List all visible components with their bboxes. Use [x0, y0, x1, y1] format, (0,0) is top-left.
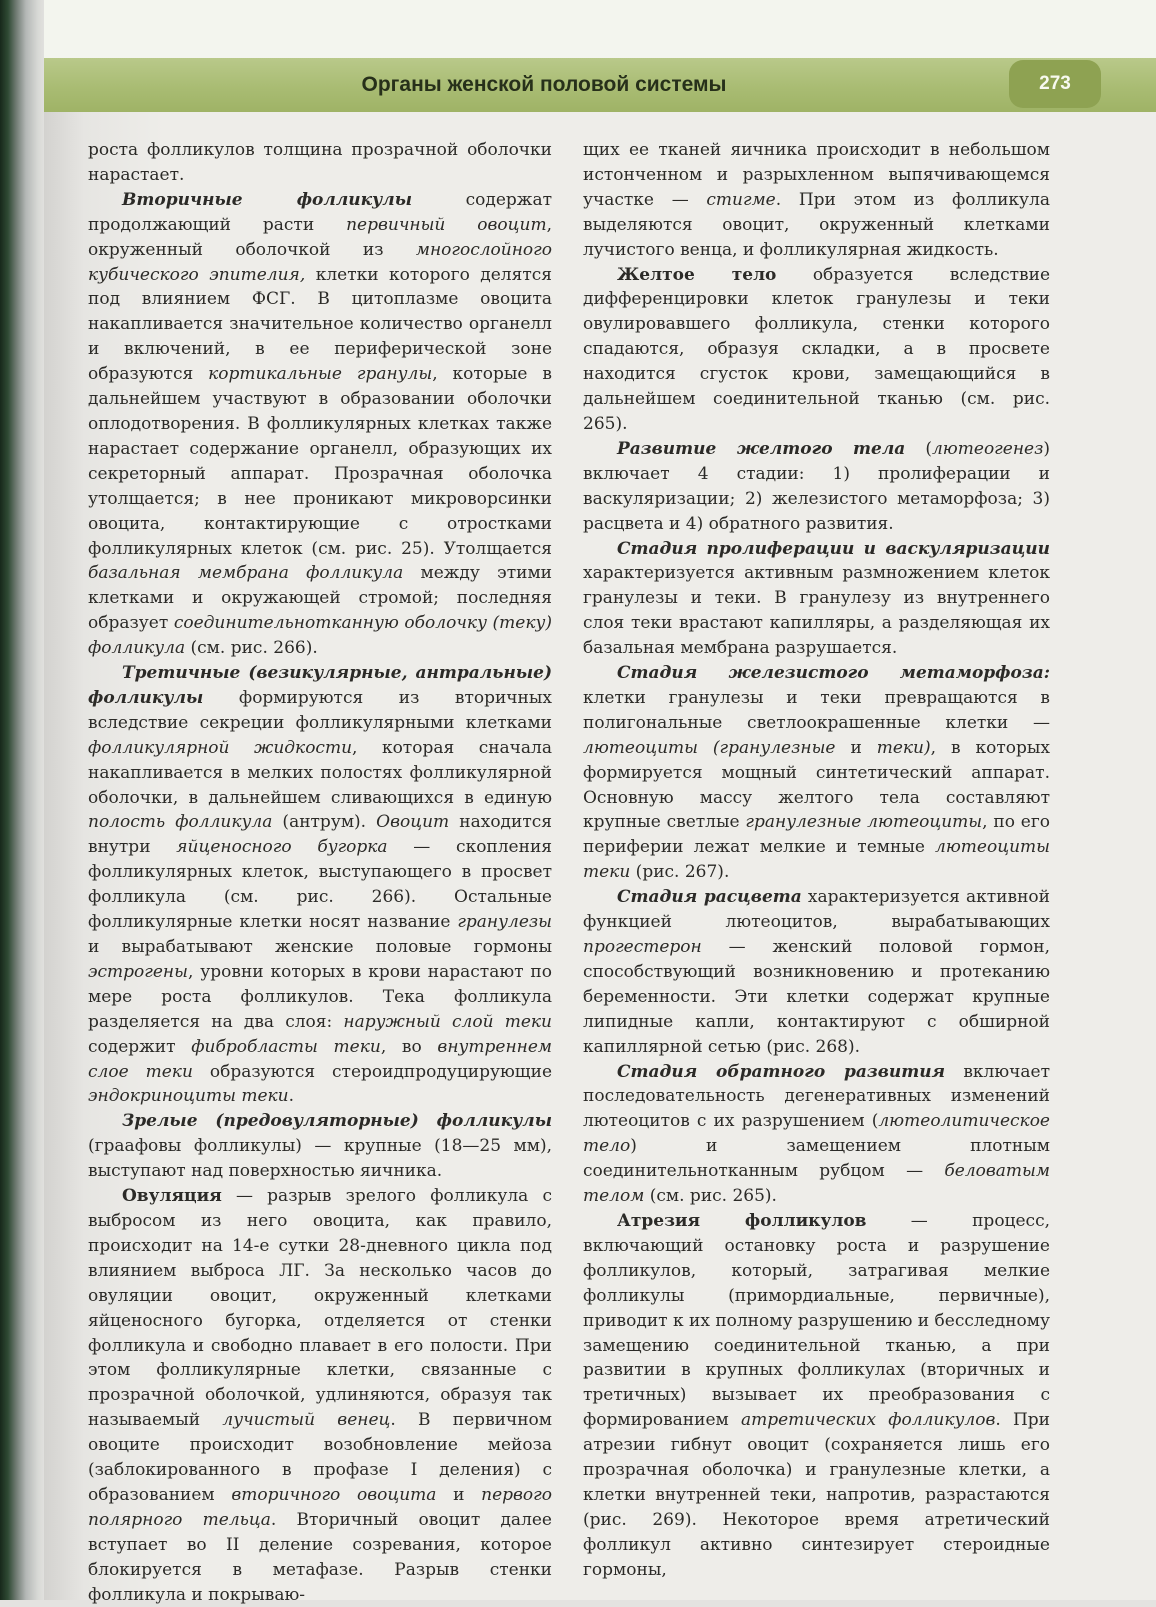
emphasis-term: Стадия обратного развития [617, 1061, 946, 1082]
text-run: . Вторичный овоцит далее вступает во II деление созревания, которое блокируется в метафазе. Разрыв стенки фолликула и покрываю- [88, 1509, 552, 1605]
paragraph [583, 138, 1050, 263]
text-run: образуются стероидпродуцирующие [192, 1061, 552, 1082]
text-run: и [835, 737, 877, 758]
italic-term: яйценосного бугорка [176, 837, 388, 858]
text-run: щих ее тканей яичника происходит в небольшом истонченном и разрыхленном выпячивающемся участке — [583, 140, 1050, 210]
text-run: ) включает 4 стадии: 1) пролиферации и васкуляризации; 2) железистого метаморфоза; 3) расцвета и 4) обратного развития. [583, 438, 1050, 534]
text-run: . При этом из фолликула выделяются овоцит, окруженный клетками лучистого венца, и фолликулярная жидкость. [583, 189, 1050, 260]
text-run: содержит [88, 1036, 192, 1057]
text-run: характеризуется активным размножением клеток гранулезы и теки. В гранулезу из внутреннего слоя теки врастают капилляры, а разделяющая их базальная мембрана разрушается. [583, 563, 1050, 659]
left-text-column [88, 138, 552, 1607]
italic-term: кортикальные гранулы [208, 364, 433, 385]
paragraph-regression-stage [583, 1060, 1050, 1209]
text-run: роста фолликулов толщина прозрачной оболочки нарастает. [88, 140, 552, 185]
text-run: клетки которого делятся под влиянием ФСГ. В цитоплазме овоцита накапливается значительное количество органелл и включений, в ее периферической зоне образуются [88, 264, 552, 385]
emphasis-term: Стадия расцвета [617, 887, 802, 908]
bold-italic-term [617, 887, 802, 907]
bold-term: Желтое тело [617, 264, 777, 285]
bold-italic-term [617, 663, 1050, 683]
text-run: ( [905, 438, 932, 459]
text-run: (антрум). [272, 812, 377, 833]
paragraph-mature-follicles [88, 1109, 552, 1184]
italic-term: атретических фолликулов [740, 1410, 996, 1431]
emphasis-term: Третичные (везикулярные, антральные) фолликулы [88, 663, 552, 708]
bold-italic-term [617, 439, 905, 459]
italic-term: теки) [876, 737, 931, 758]
italic-term: гранулезы [457, 912, 552, 933]
italic-term: вторичного овоцита [231, 1484, 437, 1505]
emphasis-term: Стадия пролиферации и васкуляризации [617, 538, 1050, 559]
text-run: , по его периферии лежат мелкие и темные [583, 812, 1050, 858]
page-number: 273 [1039, 73, 1071, 94]
text-run: — скопления фолликулярных клеток, выступающего в просвет фолликула (см. рис. 266). Остальные фолликулярные клетки носят название [88, 837, 552, 933]
text-run: (см. рис. 265). [644, 1186, 777, 1207]
paragraph-corpus-luteum [583, 263, 1050, 437]
text-run: , которые в дальнейшем участвуют в образовании оболочки оплодотворения. В фолликулярных клетках также нарастает содержание органелл, образующих их секреторный аппарат. Прозрачная оболочка утолщается; в нее проникают микроворсинки овоцита, контактирующие с отростками фолликулярных клеток (см. рис. 25). Утолщается [88, 364, 552, 559]
text-run: , уровни которых в крови нарастают по мере роста фолликулов. Тека фолликула разделяется на два слоя: [88, 961, 552, 1032]
bold-italic-term [617, 1062, 945, 1082]
page-top-margin [44, 0, 1156, 58]
text-run: . [288, 1086, 295, 1107]
text-run: формируются из вторичных вследствие секреции фолликулярными клетками [88, 687, 552, 733]
text-run: — женский половой гормон, способствующий возникновению и протеканию беременности. Эти клетки содержат крупные липидные капли, контактируют с обширной капиллярной сетью (рис. 268). [583, 937, 1050, 1057]
text-run: между этими клетками и окружающей стромой; последняя образует [88, 563, 552, 634]
text-run: включает последовательность дегенеративных изменений лютеоцитов с их разрушением ( [583, 1061, 1050, 1132]
italic-term: эндокриноциты теки [88, 1086, 289, 1107]
text-run: (см. рис. 266). [185, 638, 318, 659]
italic-term: базальная мембрана фолликула [88, 563, 404, 584]
italic-term: лютеогенез [931, 438, 1044, 459]
italic-term: лютеоциты (гранулезные [583, 737, 836, 758]
italic-term: Овоцит [376, 812, 450, 833]
italic-term: лютеоциты теки [583, 837, 1050, 883]
text-run: характеризуется активной функцией лютеоцитов, вырабатывающих [583, 887, 1050, 933]
emphasis-term: Зрелые (предовуляторные) фолликулы [122, 1111, 552, 1132]
paragraph-luteogenesis [583, 437, 1050, 537]
italic-term: первичный овоцит [346, 214, 547, 235]
book-spine-shadow [0, 0, 46, 1600]
text-run: . При атрезии гибнут овоцит (сохраняется лишь его прозрачная оболочка) и гранулезные клетки, а клетки внутренней теки, напротив, разрастаются (рис. 269). Некоторое время атретический фолликул активно синтезирует стероидные гормоны, [583, 1410, 1050, 1580]
paragraph-tertiary-follicles [88, 661, 552, 1109]
emphasis-term: Развитие желтого тела [617, 438, 906, 459]
text-run: . В первичном овоците происходит возобновление мейоза (заблокированного в профазе I деления) с образованием [88, 1410, 552, 1505]
text-run: содержат продолжающий расти [88, 189, 552, 235]
italic-term: прогестерон [583, 937, 702, 957]
italic-term: соединительнотканную оболочку (теку) фолликула [88, 613, 552, 659]
paragraph-secondary-follicles [88, 188, 552, 661]
italic-term: многослойного кубического эпителия, [88, 239, 552, 285]
text-run: образуется вследствие дифференцировки клеток гранулезы и теки овулировавшего фолликула, стенки которого спадаются, образуя складки, а в просвете находится сгусток крови, замещающийся в дальнейшем соединительной тканью (см. рис. 265). [583, 264, 1051, 434]
text-run: , окруженный оболочкой из [88, 214, 552, 260]
italic-term: эстрогены [88, 961, 188, 982]
emphasis-term: Стадия железистого метаморфоза: [617, 663, 1050, 684]
italic-term: первого полярного тельца [88, 1484, 552, 1530]
bold-term: Атрезия фолликулов [617, 1210, 867, 1231]
italic-term: фолликулярной жидкости [88, 737, 353, 758]
italic-term: лютеолитическое тело [583, 1111, 1050, 1157]
bold-term: Овуляция [122, 1186, 222, 1207]
text-run: клетки гранулезы и теки превращаются в полигональные светлоокрашенные клетки — [583, 687, 1050, 733]
text-run: — разрыв зрелого фолликула с выбросом из него овоцита, как правило, происходит на 14-е сутки 28-дневного цикла под влиянием выброса ЛГ. За несколько часов до овуляции овоцит, окруженный клетками яйценосного бугорка, отделяется от стенки фолликула и свободно плавает в его полости. При этом фолликулярные клетки, связанные с прозрачной оболочкой, удлиняются, образуя так называемый [88, 1186, 552, 1431]
paragraph-bloom-stage [583, 885, 1050, 1059]
italic-term: наружный слой теки [343, 1011, 552, 1032]
paragraph-follicular-atresia [583, 1209, 1050, 1583]
bold-italic-term [122, 1111, 552, 1131]
italic-term: полость фолликула [88, 812, 273, 833]
text-run: и вырабатывают женские половые гормоны [88, 937, 552, 957]
text-run: , которая сначала накапливается в мелких полостях фолликулярной оболочки, в дальнейшем сливающихся в единую [88, 737, 552, 808]
emphasis-term: Вторичные фолликулы [122, 189, 413, 210]
chapter-title: Органы женской половой системы [361, 73, 727, 96]
italic-term: гранулезные лютеоциты [745, 812, 983, 833]
text-run: находится внутри [88, 812, 552, 858]
text-run: ) и замещением плотным соединительнотканным рубцом — [583, 1136, 1050, 1182]
bold-italic-term [122, 190, 412, 210]
paragraph [88, 138, 552, 188]
italic-term: стигме [706, 189, 776, 210]
text-run: , во [380, 1036, 438, 1057]
italic-term: фибробласты теки [191, 1036, 381, 1057]
italic-term: беловатым телом [583, 1161, 1050, 1207]
right-text-column [583, 138, 1050, 1583]
text-run: и [436, 1484, 482, 1505]
text-run: — процесс, включающий остановку роста и разрушение фолликулов, который, затрагивая мелкие фолликулы (примордиальные, первичные), приводит к их полному разрушению и бесследному замещению соединительной тканью, а при развитии в крупных фолликулах (вторичных и третичных) вызывает их преобразования с формированием [583, 1210, 1050, 1431]
chapter-header-band [44, 58, 1156, 112]
italic-term: внутреннем слое теки [88, 1036, 552, 1082]
bold-italic-term [617, 539, 1050, 559]
text-run: (рис. 267). [630, 862, 730, 883]
paragraph-glandular-metamorphosis-stage [583, 661, 1050, 885]
paragraph-ovulation [88, 1184, 552, 1607]
text-run: (граафовы фолликулы) — крупные (18—25 мм), выступают над поверхностью яичника. [88, 1136, 552, 1182]
paragraph-proliferation-stage [583, 537, 1050, 662]
text-run: , в которых формируется мощный синтетический аппарат. Основную массу желтого тела составляют крупные светлые [583, 737, 1050, 833]
italic-term: лучистый венец [222, 1410, 391, 1431]
